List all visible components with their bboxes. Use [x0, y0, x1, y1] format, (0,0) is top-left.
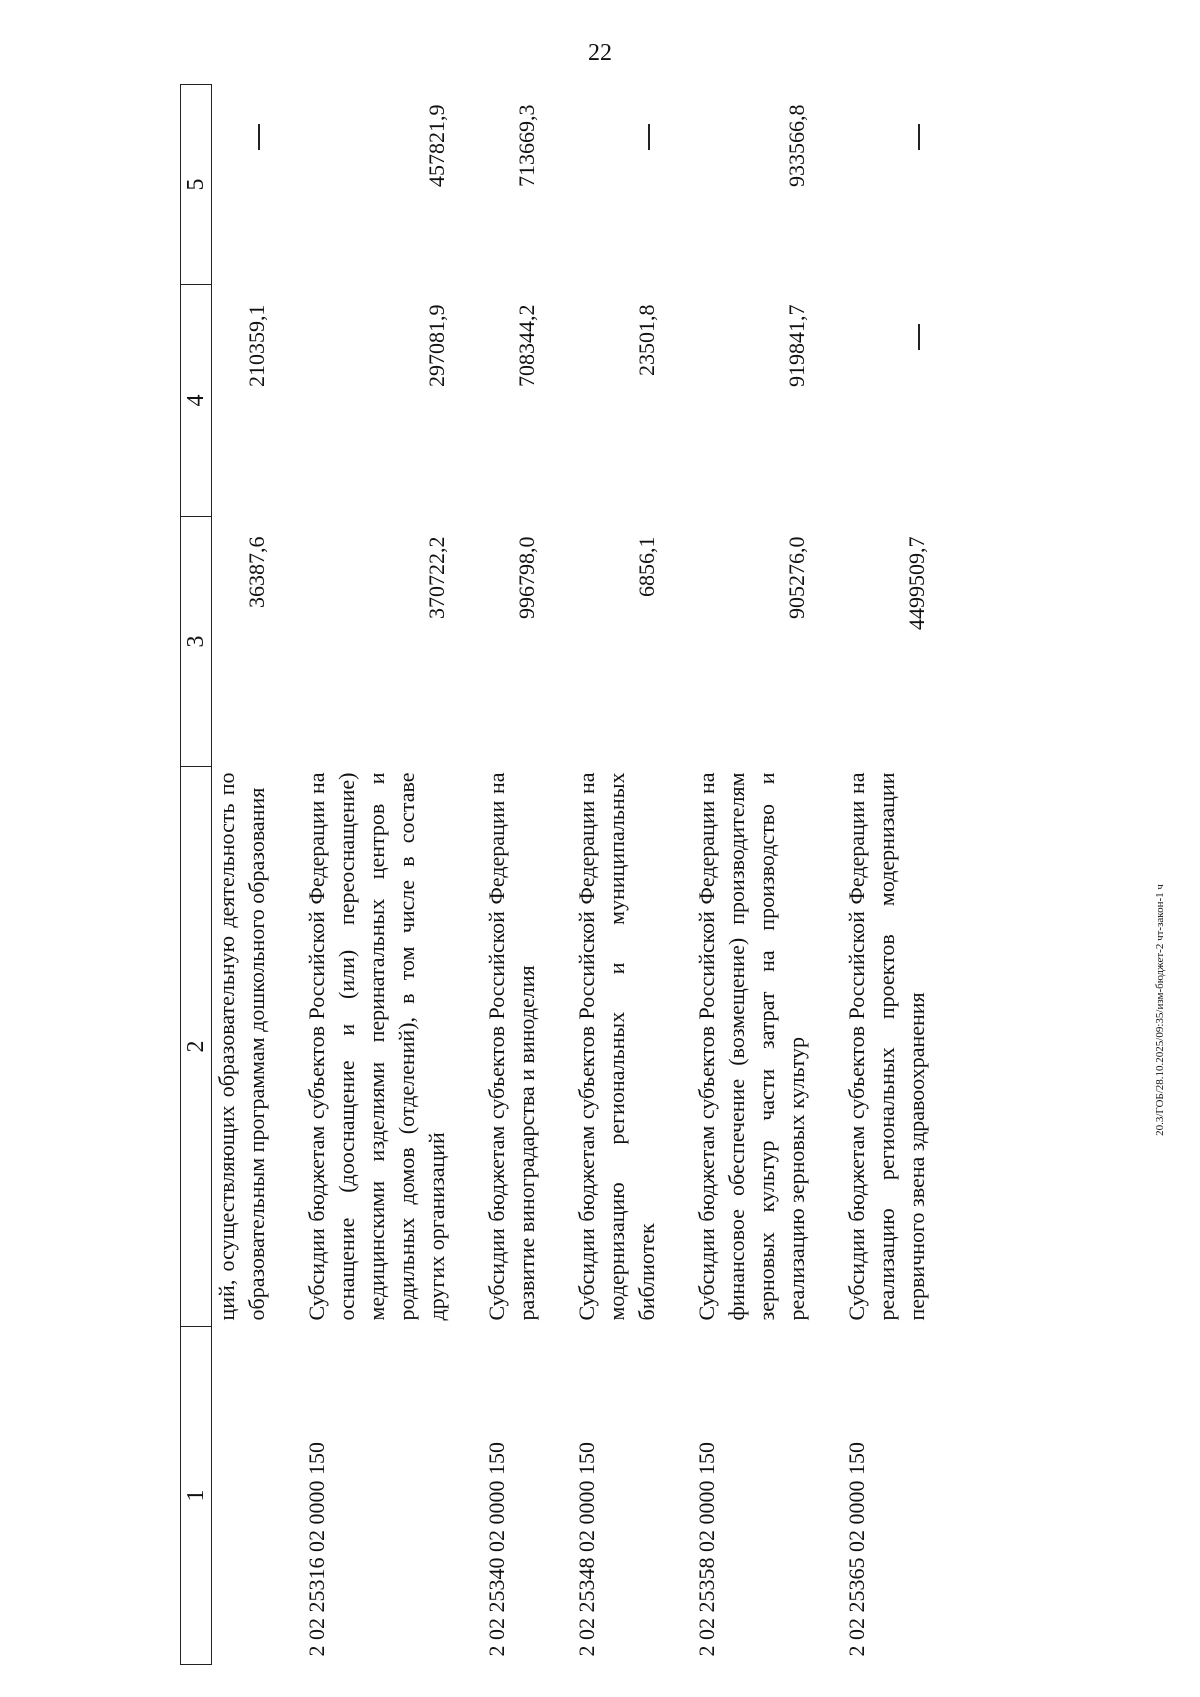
spacer-cell: [452, 767, 482, 1327]
spacer-cell: [662, 1327, 692, 1665]
footer-stamp: 20.3/ГОБ/28.10.2025/09:35/изм-бюджет-2 чт-закон-1 ч: [1154, 884, 1166, 1136]
spacer-cell: [812, 285, 842, 517]
spacer-cell: [812, 85, 842, 285]
spacer-cell: [542, 767, 572, 1327]
spacer-cell: [272, 517, 302, 767]
value-col4-cell: 919841,7: [784, 304, 809, 387]
description-cell: Субсидии бюджетам субъектов Российской Федерации на реализацию региональных проектов модернизации первичного звена здравоохранения: [844, 772, 929, 1321]
header-cell: 1: [181, 1327, 212, 1665]
empty-dash: [918, 325, 920, 351]
spacer-cell: [542, 285, 572, 517]
value-col4-cell: 297081,9: [424, 304, 449, 387]
value-col4-cell: 23501,8: [634, 304, 659, 376]
value-col4-cell: 708344,2: [514, 304, 539, 387]
spacer-cell: [452, 517, 482, 767]
spacer-cell: [542, 1327, 572, 1665]
spacer-cell: [272, 767, 302, 1327]
spacer-cell: [812, 517, 842, 767]
spacer-cell: [452, 285, 482, 517]
code-cell: 2 02 25340 02 0000 150: [484, 1442, 509, 1657]
value-col3-cell: 4499509,7: [904, 536, 929, 630]
value-col3-cell: 370722,2: [424, 536, 449, 619]
spacer-cell: [662, 767, 692, 1327]
value-col5-cell: 933566,8: [784, 104, 809, 187]
spacer-cell: [272, 85, 302, 285]
value-col3-cell: 36387,6: [244, 536, 269, 608]
code-cell: 2 02 25316 02 0000 150: [304, 1442, 329, 1657]
spacer-cell: [272, 285, 302, 517]
spacer-cell: [542, 85, 572, 285]
row-spacer: [452, 85, 482, 1665]
table-row: [842, 85, 932, 1665]
empty-dash: [258, 125, 260, 151]
row-spacer: [812, 85, 842, 1665]
description-cell: Субсидии бюджетам субъектов Российской Федерации на оснащение (дооснащение и (или) переоснащение) медицинскими изделиями перинатальных центров и родильных домов (отделений), в том числе в составе других организаций: [304, 772, 449, 1321]
table-row: [482, 85, 542, 1665]
value-col4-cell: [842, 285, 932, 517]
spacer-cell: [542, 517, 572, 767]
table-row: [692, 85, 812, 1665]
table-row: [302, 85, 452, 1665]
table-row: [212, 85, 273, 1665]
value-col5-cell: 713669,3: [514, 104, 539, 187]
row-spacer: [272, 85, 302, 1665]
spacer-cell: [662, 285, 692, 517]
header-cell: 4: [181, 285, 212, 517]
table-header-row: [181, 85, 212, 1665]
value-col3-cell: 905276,0: [784, 536, 809, 619]
spacer-cell: [812, 767, 842, 1327]
row-spacer: [662, 85, 692, 1665]
code-cell: 2 02 25348 02 0000 150: [574, 1442, 599, 1657]
page-number: 22: [588, 40, 612, 66]
value-col5-cell: [212, 85, 273, 285]
value-col5-cell: [842, 85, 932, 285]
empty-dash: [918, 125, 920, 151]
code-cell: 2 02 25365 02 0000 150: [844, 1442, 869, 1657]
spacer-cell: [452, 85, 482, 285]
value-col5-cell: 457821,9: [424, 104, 449, 187]
code-cell: 2 02 25358 02 0000 150: [694, 1442, 719, 1657]
code-cell: [212, 1327, 273, 1665]
description-cell: Субсидии бюджетам субъектов Российской Федерации на развитие виноградарства и виноделия: [484, 772, 539, 1321]
spacer-cell: [662, 517, 692, 767]
empty-dash: [648, 125, 650, 151]
rotated-table-container: [180, 85, 1080, 1665]
description-cell: Субсидии бюджетам субъектов Российской Федерации на модернизацию региональных и муниципальных библиотек: [574, 772, 659, 1321]
value-col3-cell: 6856,1: [634, 536, 659, 597]
header-cell: 3: [181, 517, 212, 767]
budget-table: [180, 84, 932, 1665]
value-col3-cell: 996798,0: [514, 536, 539, 619]
table-row: [572, 85, 662, 1665]
spacer-cell: [452, 1327, 482, 1665]
description-cell: ций, осуществляющих образовательную деятельность по образовательным программам дошкольного образования: [214, 772, 269, 1321]
spacer-cell: [272, 1327, 302, 1665]
value-col4-cell: 210359,1: [244, 304, 269, 387]
value-col5-cell: [572, 85, 662, 285]
header-cell: 5: [181, 85, 212, 285]
header-cell: 2: [181, 767, 212, 1327]
description-cell: Субсидии бюджетам субъектов Российской Федерации на финансовое обеспечение (возмещение) производителям зерновых культур части затрат на производство и реализацию зерновых культур: [694, 772, 809, 1321]
row-spacer: [542, 85, 572, 1665]
spacer-cell: [812, 1327, 842, 1665]
spacer-cell: [662, 85, 692, 285]
